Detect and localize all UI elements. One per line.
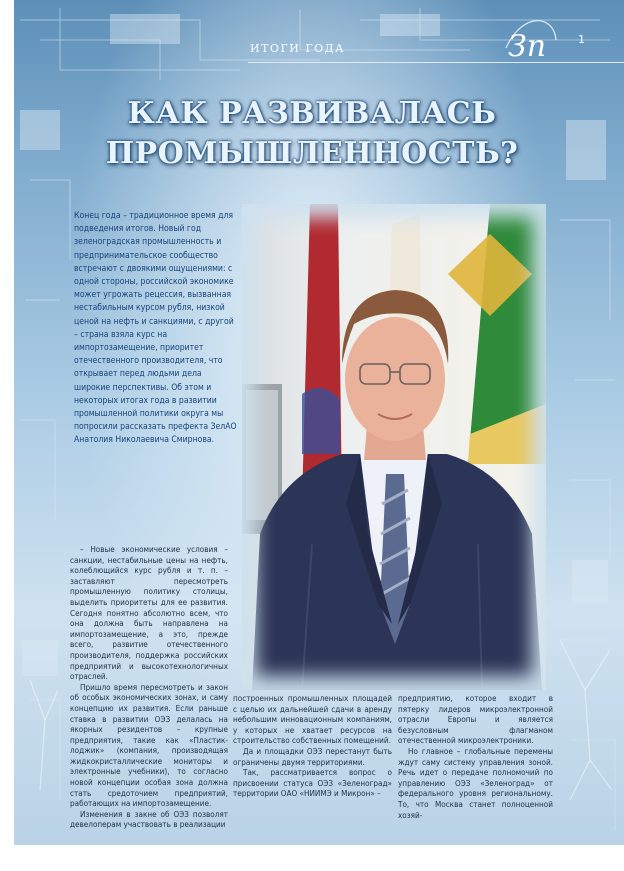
paragraph: предприятию, которое входит в пятерку лидеров микроэлектронной отрасли Европы и является безусловным флагманом отечественной микроэлектроники. <box>398 693 553 746</box>
magazine-logo <box>502 18 558 66</box>
paragraph: построенных промышленных площадей с целью их дальнейшей сдачи в аренду небольшим инновационным компаниям, у которых не хватает ресурсов на строительство собственных помещений. <box>233 693 392 746</box>
logo-text: Зп <box>508 29 547 64</box>
paragraph: Так, рассматривается вопрос о присвоении статуса ОЭЗ «Зеленоград» территории ОАО «НИИМЭ и Микрон» – <box>233 767 392 799</box>
section-title: ИТОГИ ГОДА <box>250 42 345 55</box>
paragraph: Но главное – глобальные перемены ждут саму систему управления зоной. Речь идет о передаче полномочий по управлению ОЭЗ «Зеленоград» от федерального уровня региональному. То, что Москва станет полноценной хозяй- <box>398 745 553 820</box>
article-column-2 <box>233 693 392 799</box>
header-rule <box>248 62 624 63</box>
paragraph: Да и площадки ОЭЗ перестанут быть ограничены двумя территориями. <box>233 745 392 767</box>
article-column-1 <box>70 544 228 830</box>
page-number: 1 <box>578 33 585 46</box>
paragraph: Изменения в закне об ОЭЗ позволят девелоперам участвовать в реализации <box>70 808 228 830</box>
paragraph: Пришло время пересмотреть и закон об особых экономических зонах, и саму концепцию их развития. Если раньше ставка в развитии ОЭЗ делалась на якорных резидентов – крупные предприятия, такие как «Пластик-лоджик» (компания, производящая жидкокристаллические мониторы и электронные учебники), то согласно новой концепции особая зона должна стать средоточием предприятий, работающих на импортозамещение. <box>70 681 228 809</box>
paragraph: – Новые экономические условия – санкции, нестабильные цены на нефть, колеблющийся курс рубля и т. п. – заставляют пересмотреть промышленную политику столицы, выделить приоритеты для ее развития. Сегодня понятно абсолютно всем, что она должна быть направлена на импортозамещение, а это, прежде всего, развитие отечественного производителя, поддержка российских предприятий и высокотехнологичных отраслей. <box>70 544 228 682</box>
headline-line-2: ПРОМЫШЛЕННОСТЬ? <box>105 136 519 171</box>
article-column-3 <box>398 693 553 820</box>
bottom-margin <box>0 845 624 871</box>
headline-line-1: КАК РАЗВИВАЛАСЬ <box>127 96 497 131</box>
portrait-photo <box>242 204 546 690</box>
lead-paragraph: Конец года – традиционное время для подведения итогов. Новый год зеленоградская промышленность и предпринимательское сообщество встречают с двоякими ощущениями: с одной стороны, российской экономике может угрожать рецессия, вызванная нестабильным курсом рубля, низкой ценой на нефть и санкциями, с другой – страна взяла курс на импортозамещение, приоритет отечественного производителя, что открывает перед людьми дела широкие перспективы. Об этом и некоторых итогах года в развитии промышленной политики округа мы попросили рассказать префекта ЗелАО Анатолия Николаевича Смирнова. <box>74 211 237 446</box>
